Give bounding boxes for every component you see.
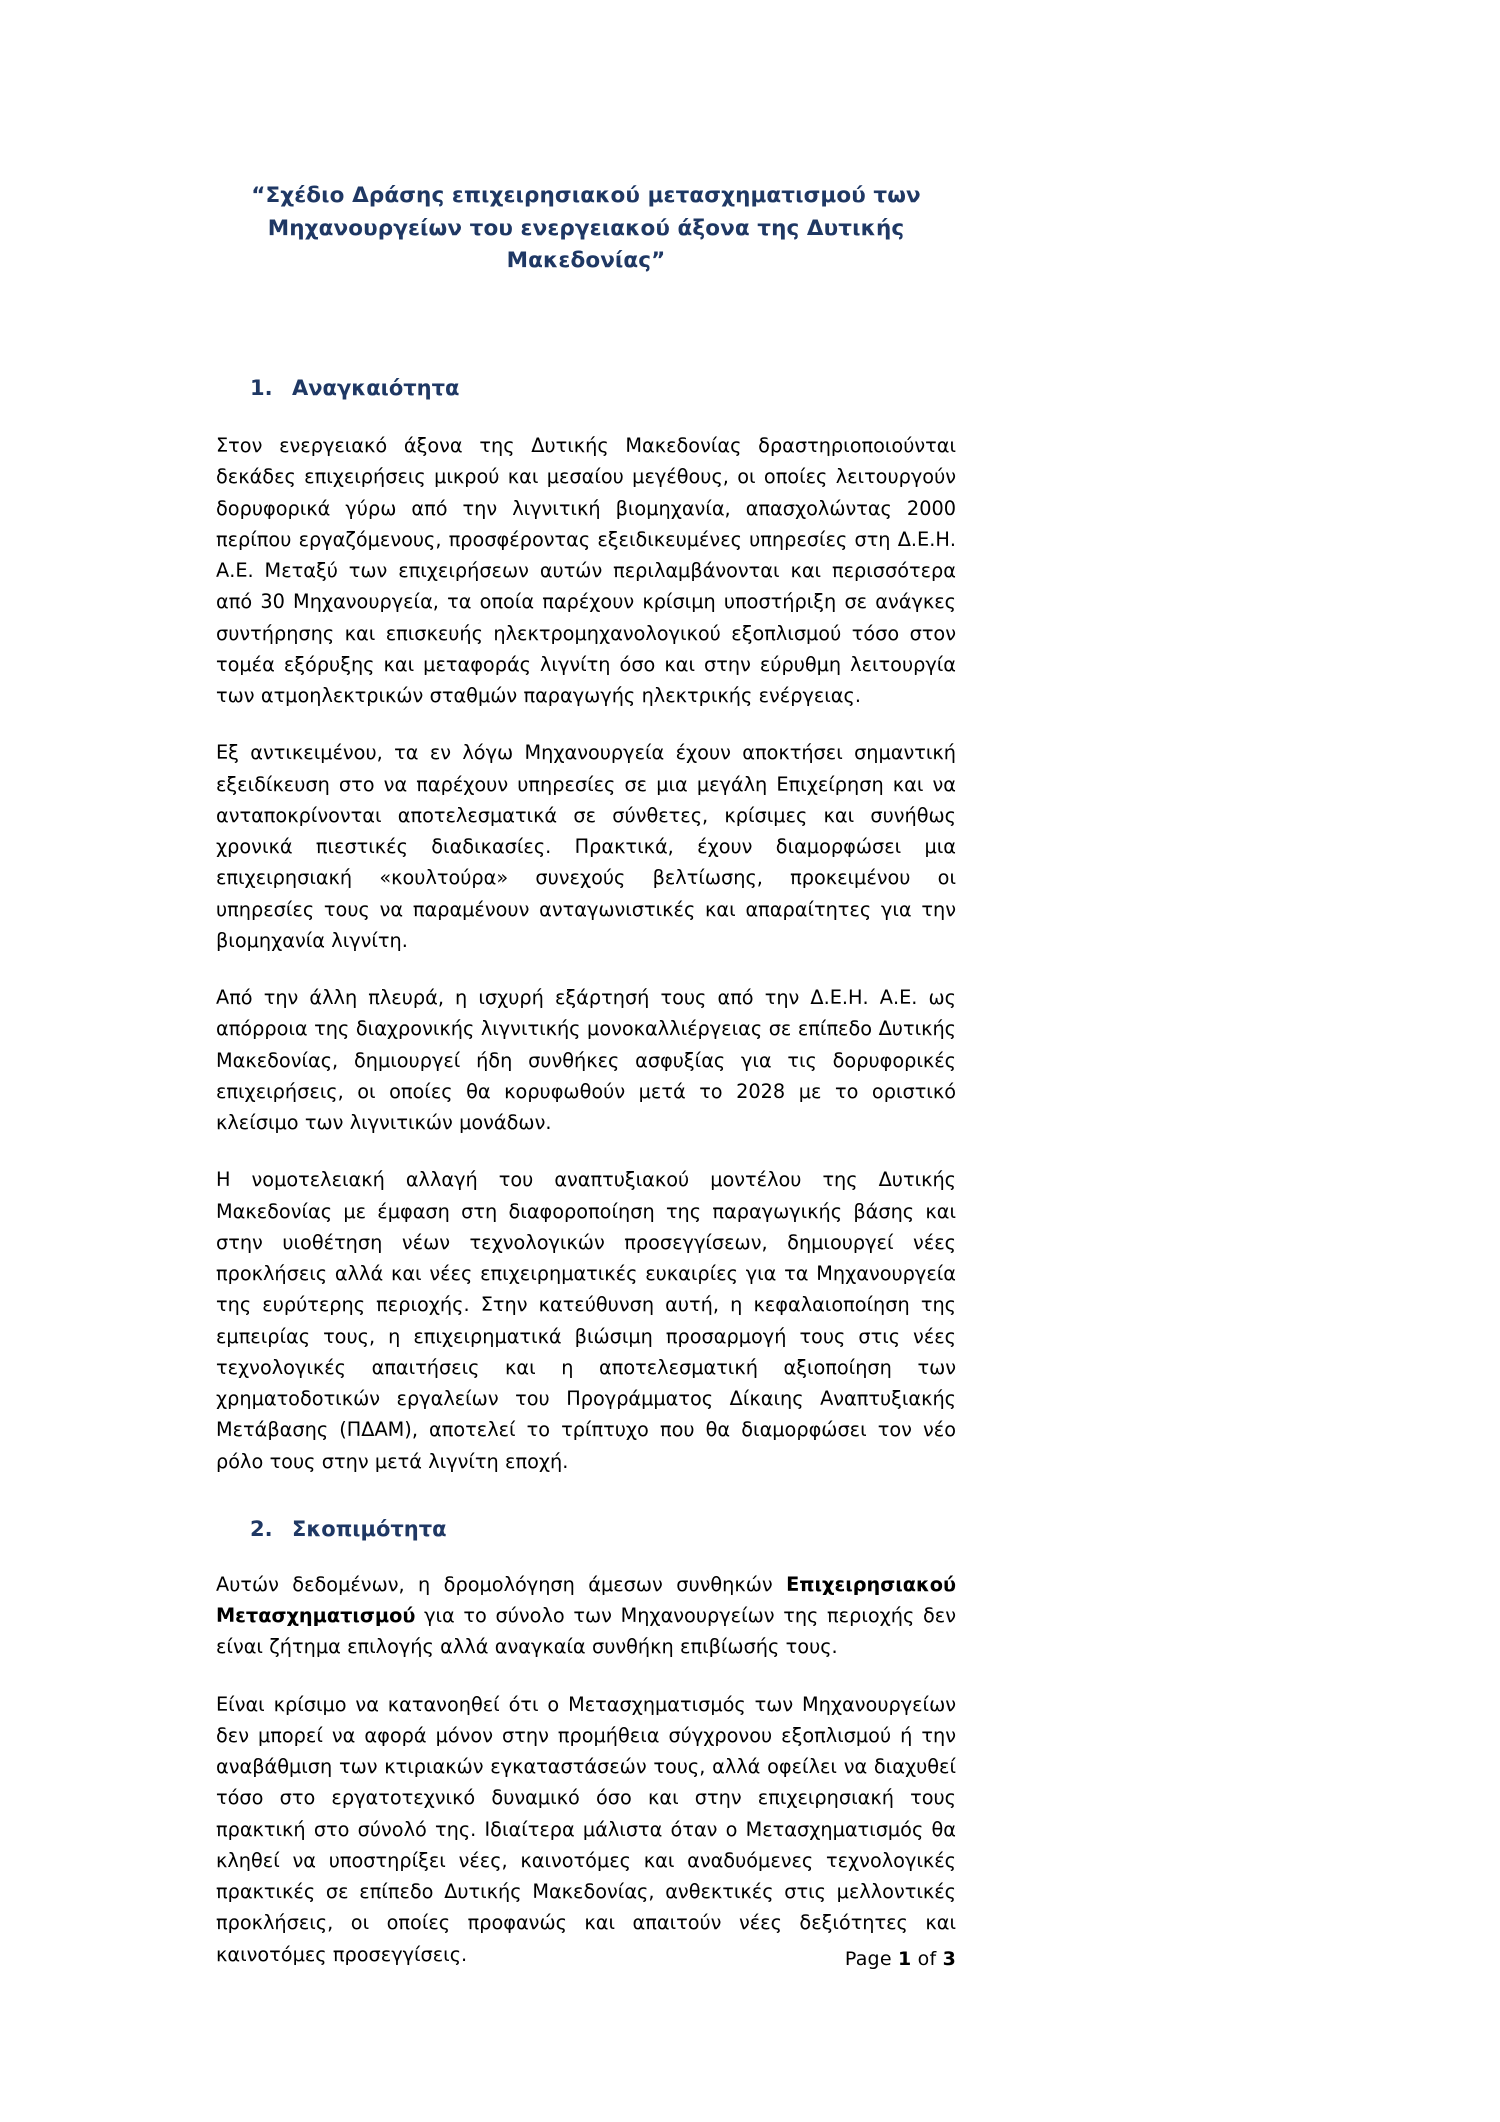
section-number-1: 1. [250, 376, 273, 401]
document-body [216, 0, 956, 1970]
paragraph-necessity-4: Η νομοτελειακή αλλαγή του αναπτυξιακού μοντέλου της Δυτικής Μακεδονίας με έμφαση στη διαφοροποίηση της παραγωγικής βάσης και στην υιοθέτηση νέων τεχνολογικών προσεγγίσεων, δημιουργεί νέες προκλήσεις αλλά και νέες επιχειρηματικές ευκαιρίες για τα Μηχανουργεία της ευρύτερης περιοχής. Στην κατεύθυνση αυτή, η κεφαλαιοποίηση της εμπειρίας τους, η επιχειρηματικά βιώσιμη προσαρμογή τους στις νέες τεχνολογικές απαιτήσεις και η αποτελεσματική αξιοποίηση των χρηματοδοτικών εργαλείων του Προγράμματος Δίκαιης Αναπτυξιακής Μετάβασης (ΠΔΑΜ), αποτελεί το τρίπτυχο που θα διαμορφώσει τον νέο ρόλο τους στην μετά λιγνίτη εποχή. [216, 1168, 956, 1473]
page-footer [216, 1948, 956, 1970]
section-heading-2 [216, 1517, 956, 1541]
paragraph-necessity-3: Από την άλλη πλευρά, η ισχυρή εξάρτησή τους από την Δ.Ε.Η. Α.Ε. ως απόρροια της διαχρονικής λιγνιτικής μονοκαλλιέργειας σε επίπεδο Δυτικής Μακεδονίας, δημιουργεί ήδη συνθήκες ασφυξίας για τις δορυφορικές επιχειρήσεις, οι οποίες θα κορυφωθούν μετά το 2028 με το οριστικό κλείσιμο των λιγνιτικών μονάδων. [216, 986, 956, 1135]
section-heading-1 [216, 376, 956, 400]
paragraph-expediency-2: Είναι κρίσιμο να κατανοηθεί ότι ο Μετασχηματισμός των Μηχανουργείων δεν μπορεί να αφορά μόνον στην προμήθεια σύγχρονου εξοπλισμού ή την αναβάθμιση των κτιριακών εγκαταστάσεών τους, αλλά οφείλει να διαχυθεί τόσο στο εργατοτεχνικό δυναμικό όσο και στην επιχειρησιακή τους πρακτική στο σύνολό της. Ιδιαίτερα μάλιστα όταν ο Μετασχηματισμός θα κληθεί να υποστηρίξει νέες, καινοτόμες και αναδυόμενες τεχνολογικές πρακτικές σε επίπεδο Δυτικής Μακεδονίας, ανθεκτικές στις μελλοντικές προκλήσεις, οι οποίες προφανώς και απαιτούν νέες δεξιότητες και καινοτόμες προσεγγίσεις. [216, 1692, 956, 1966]
paragraph-expediency-1-lead: Αυτών δεδομένων, η δρομολόγηση άμεσων συνθηκών [216, 1572, 787, 1596]
paragraph-necessity-1: Στον ενεργειακό άξονα της Δυτικής Μακεδονίας δραστηριοποιούνται δεκάδες επιχειρήσεις μικρού και μεσαίου μεγέθους, οι οποίες λειτουργούν δορυφορικά γύρω από την λιγνιτική βιομηχανία, απασχολώντας 2000 περίπου εργαζόμενους, προσφέροντας εξειδικευμένες υπηρεσίες στη Δ.Ε.Η. Α.Ε. Μεταξύ των επιχειρήσεων αυτών περιλαμβάνονται και περισσότερα από 30 Μηχανουργεία, τα οποία παρέχουν κρίσιμη υποστήριξη σε ανάγκες συντήρησης και επισκευής ηλεκτρομηχανολογικού εξοπλισμού τόσο στον τομέα εξόρυξης και μεταφοράς λιγνίτη όσο και στην εύρυθμη λειτουργία των ατμοηλεκτρικών σταθμών παραγωγής ηλεκτρικής ενέργειας. [216, 434, 956, 708]
section-title-2: Σκοπιμότητα [292, 1516, 447, 1541]
section-number-2: 2. [250, 1516, 273, 1541]
footer-current-page: 1 [897, 1948, 912, 1970]
footer-total-pages: 3 [942, 1948, 956, 1970]
paragraph-expediency-1 [216, 1541, 956, 1663]
footer-page-label: Page [844, 1948, 898, 1970]
section-title-1: Αναγκαιότητα [292, 376, 460, 401]
page-title: “Σχέδιο Δράσης επιχειρησιακού μετασχηματισμού των Μηχανουργείων του ενεργειακού άξονα της Δυτικής Μακεδονίας” [251, 183, 921, 274]
footer-of-label: of [911, 1948, 943, 1970]
paragraph-necessity-2: Εξ αντικειμένου, τα εν λόγω Μηχανουργεία έχουν αποκτήσει σημαντική εξειδίκευση στο να παρέχουν υπηρεσίες σε μια μεγάλη Επιχείρηση και να ανταποκρίνονται αποτελεσματικά σε σύνθετες, κρίσιμες και συνήθως χρονικά πιεστικές διαδικασίες. Πρακτικά, έχουν διαμορφώσει μια επιχειρησιακή «κουλτούρα» συνεχούς βελτίωσης, προκειμένου οι υπηρεσίες τους να παραμένουν ανταγωνιστικές και απαραίτητες για την βιομηχανία λιγνίτη. [216, 741, 956, 952]
paragraph-expediency-1-emphasis: Επιχειρησιακού Μετασχηματισμού [216, 1572, 956, 1628]
paragraph-expediency-1-tail: για το σύνολο των Μηχανουργείων της περιοχής δεν είναι ζήτημα επιλογής αλλά αναγκαία συνθήκη επιβίωσής τους. [216, 1604, 956, 1659]
